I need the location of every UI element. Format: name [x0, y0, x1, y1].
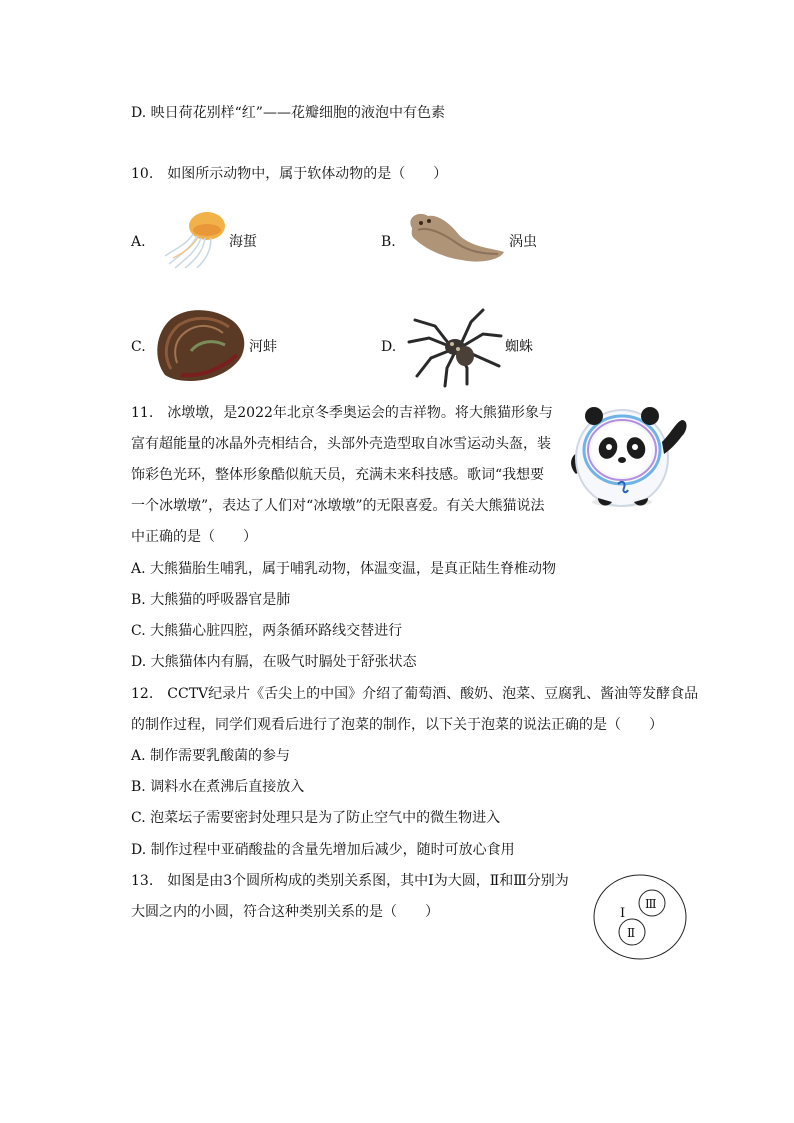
question-13-stem-line-2: 大圆之内的小圆，符合这种类别关系的是（ ）	[131, 904, 439, 920]
option-d-q9: D. 映日荷花别样“红”——花瓣细胞的液泡中有色素	[131, 105, 445, 121]
jellyfish-image	[157, 208, 227, 270]
question-12-option-c: C. 泡菜坛子需要密封处理只是为了防止空气中的微生物进入	[131, 810, 501, 826]
question-11-option-d: D. 大熊猫体内有膈，在吸气时膈处于舒张状态	[131, 654, 417, 670]
label-small-bottom: Ⅱ	[627, 926, 636, 940]
mussel-image	[151, 305, 249, 385]
question-13-stem-line-1: 13. 如图是由3个圆所构成的类别关系图，其中Ⅰ为大圆，Ⅱ和Ⅲ分别为	[131, 873, 569, 889]
question-12-option-d: D. 制作过程中亚硝酸盐的含量先增加后减少，随时可放心食用	[131, 842, 515, 858]
question-10-stem: 10. 如图所示动物中，属于软体动物的是（ ）	[131, 166, 448, 182]
question-11-stem-line-3: 饰彩色光环，整体形象酷似航天员，充满未来科技感。歌词“我想要	[131, 467, 545, 483]
option-d-name: 蜘蛛	[505, 339, 533, 355]
option-b-name: 涡虫	[509, 234, 537, 250]
question-11-option-a: A. 大熊猫胎生哺乳，属于哺乳动物，体温变温，是真正陆生脊椎动物	[131, 561, 557, 577]
option-b-letter: B.	[381, 234, 396, 250]
option-c-name: 河蚌	[249, 339, 277, 355]
question-11-stem-line-2: 富有超能量的冰晶外壳相结合，头部外壳造型取自冰雪运动头盔，装	[131, 436, 551, 452]
question-11-stem-line-4: 一个冰墩墩”，表达了人们对“冰墩墩”的无限喜爱。有关大熊猫说法	[131, 498, 545, 514]
question-12-stem-line-2: 的制作过程，同学们观看后进行了泡菜的制作，以下关于泡菜的说法正确的是（ ）	[131, 717, 663, 733]
question-11-stem-line-5: 中正确的是（ ）	[131, 529, 257, 545]
question-12-stem-line-1: 12. CCTV纪录片《舌尖上的中国》介绍了葡萄酒、酸奶、泡菜、豆腐乳、酱油等发酵食品	[131, 686, 699, 702]
question-12-option-a: A. 制作需要乳酸菌的参与	[131, 748, 291, 764]
option-d-letter: D.	[381, 339, 397, 355]
question-11-stem-line-1: 11. 冰墩墩，是2022年北京冬季奥运会的吉祥物。将大熊猫形象与	[131, 405, 553, 421]
big-circle	[594, 875, 686, 959]
question-12-option-b: B. 调料水在煮沸后直接放入	[131, 779, 305, 795]
label-small-top: Ⅲ	[645, 897, 657, 911]
question-11-option-b: B. 大熊猫的呼吸器官是肺	[131, 592, 291, 608]
spider-image	[405, 304, 505, 388]
planarian-image	[404, 208, 508, 270]
option-c-letter: C.	[131, 339, 146, 355]
option-a-name: 海蜇	[229, 234, 257, 250]
bing-dwen-dwen-mascot-image	[564, 402, 694, 510]
venn-diagram	[590, 872, 690, 962]
label-big: Ⅰ	[620, 906, 626, 921]
option-a-letter: A.	[131, 234, 146, 250]
question-11-option-c: C. 大熊猫心脏四腔，两条循环路线交替进行	[131, 623, 403, 639]
